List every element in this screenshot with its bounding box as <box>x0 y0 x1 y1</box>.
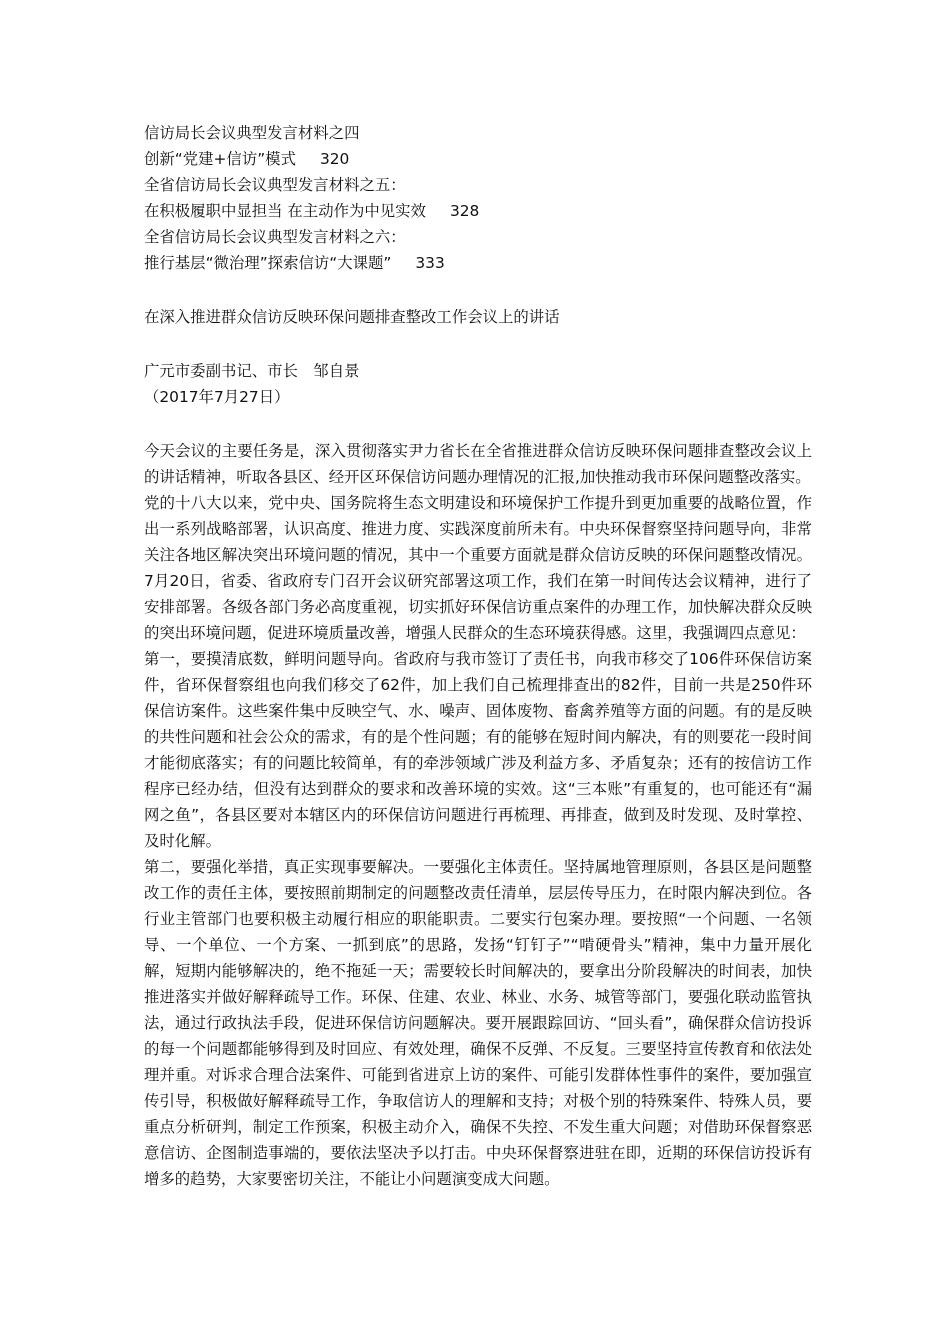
toc-entry <box>144 172 812 198</box>
speech-body <box>144 438 812 1192</box>
toc-entry-title: 推行基层“微治理”探索信访“大课题” <box>144 254 392 272</box>
toc-entry-title: 信访局长会议典型发言材料之四 <box>144 124 360 142</box>
toc-entry <box>144 224 812 250</box>
body-paragraph: 今天会议的主要任务是，深入贯彻落实尹力省长在全省推进群众信访反映环保问题排查整改会议上的讲话精神，听取各县区、经开区环保信访问题办理情况的汇报,加快推动我市环保问题整改落实。 <box>144 442 812 486</box>
toc-page-number: 320 <box>319 150 350 168</box>
toc-entry <box>144 120 812 146</box>
body-paragraph: 党的十八大以来，党中央、国务院将生态文明建设和环境保护工作提升到更加重要的战略位置，作出一系列战略部署，认识高度、推进力度、实践深度前所未有。中央环保督察坚持问题导向，非常关注各地区解决突出环境问题的情况，其中一个重要方面就是群众信访反映的环保问题整改情况。7月20日，省委、省政府专门召开会议研究部署这项工作，我们在第一时间传达会议精神，进行了安排部署。各级各部门务必高度重视，切实抓好环保信访重点案件的办理工作，加快解决群众反映的突出环境问题，促进环境质量改善，增强人民群众的生态环境获得感。这里，我强调四点意见： <box>144 494 812 642</box>
toc-entry <box>144 250 812 276</box>
toc-entry-title: 全省信访局长会议典型发言材料之六： <box>144 228 406 246</box>
toc-page-number: 333 <box>415 254 445 272</box>
body-paragraph: 第二，要强化举措，真正实现事要解决。一要强化主体责任。坚持属地管理原则，各县区是问题整改工作的责任主体，要按照前期制定的问题整改责任清单，层层传导压力，在时限内解决到位。各行业主管部门也要积极主动履行相应的职能职责。二要实行包案办理。要按照“一个问题、一名领导、一个单位、一个方案、一抓到底”的思路，发扬“钉钉子”“啃硬骨头”精神，集中力量开展化解，短期内能够解决的，绝不拖延一天；需要较长时间解决的，要拿出分阶段解决的时间表，加快推进落实并做好解释疏导工作。环保、住建、农业、林业、水务、城管等部门，要强化联动监管执法，通过行政执法手段，促进环保信访问题解决。要开展跟踪回访、“回头看”，确保群众信访投诉的每一个问题都能够得到及时回应、有效处理，确保不反弹、不反复。三要坚持宣传教育和依法处理并重。对诉求合理合法案件、可能到省进京上访的案件、可能引发群体性事件的案件，要加强宣传引导，积极做好解释疏导工作，争取信访人的理解和支持；对极个别的特殊案件、特殊人员，要重点分析研判，制定工作预案，积极主动介入，确保不失控、不发生重大问题；对借助环保督察恶意信访、企图制造事端的，要依法坚决予以打击。中央环保督察进驻在即，近期的环保信访投诉有增多的趋势，大家要密切关注，不能让小问题演变成大问题。 <box>144 858 812 1188</box>
toc-page-number: 328 <box>449 202 480 220</box>
toc-entry-title: 全省信访局长会议典型发言材料之五： <box>144 176 406 194</box>
body-paragraph: 第一，要摸清底数，鲜明问题导向。省政府与我市签订了责任书，向我市移交了106件环保信访案件，省环保督察组也向我们移交了62件，加上我们自己梳理排查出的82件，目前一共是250件环保信访案件。这些案件集中反映空气、水、噪声、固体废物、畜禽养殖等方面的问题。有的是反映的共性问题和社会公众的需求，有的是个性问题；有的能够在短时间内解决，有的则要花一段时间才能彻底落实；有的问题比较简单，有的牵涉领域广涉及利益方多、矛盾复杂；还有的按信访工作程序已经办结，但没有达到群众的要求和改善环境的实效。这“三本账”有重复的，也可能还有“漏网之鱼”，各县区要对本辖区内的环保信访问题进行再梳理、再排查，做到及时发现、及时掌控、及时化解。 <box>144 650 812 850</box>
toc-entry <box>144 146 812 172</box>
speech-date: （2017年7月27日） <box>144 388 290 406</box>
document-page <box>144 120 812 1192</box>
toc-entry-title: 创新“党建+信访”模式 <box>144 150 296 168</box>
toc-block <box>144 120 812 276</box>
toc-entry-title: 在积极履职中显担当 在主动作为中见实效 <box>144 202 426 220</box>
toc-entry <box>144 198 812 224</box>
speech-speaker: 广元市委副书记、市长 邹自景 <box>144 362 360 380</box>
speech-title: 在深入推进群众信访反映环保问题排查整改工作会议上的讲话 <box>144 308 560 326</box>
